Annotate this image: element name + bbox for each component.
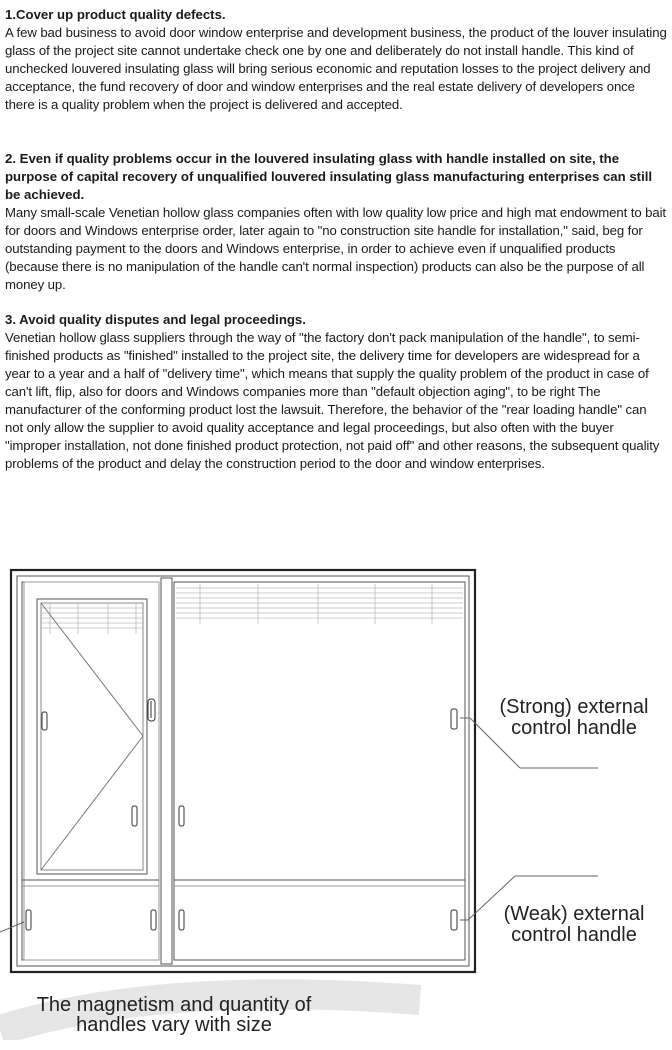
handle-icon <box>26 709 457 930</box>
section-3-title: 3. Avoid quality disputes and legal proceedings. <box>5 312 306 327</box>
section-2-body: Many small-scale Venetian hollow glass companies often with low quality low price and high mat endowment to bait for doors and Windows enterprise order, later again to "no construction site handle for installation," said, beg for outstanding payment to the doors and Windows enterprise, in order to achieve even if unqualified products (because there is no manipulation of the handle can't normal inspection) products can also be the purpose of all money up. <box>5 205 666 292</box>
section-3 <box>5 311 667 473</box>
strong-handle-label: (Strong) external control handle <box>499 696 649 739</box>
section-1-body: A few bad business to avoid door window enterprise and development business, the product of the louver insulating glass of the project site cannot undertake check one by one and deliberately do not install handle. This kind of unchecked louvered insulating glass will bring serious economic and reputation losses to the project delivery and acceptance, the fund recovery of door and window enterprises and the real estate delivery of developers once there is a quality problem when the project is delivered and accepted. <box>5 25 667 112</box>
section-2-title: 2. Even if quality problems occur in the louvered insulating glass with handle installed on site, the purpose of capital recovery of unqualified louvered insulating glass manufacturing enterprises can still be achieved. <box>5 151 653 202</box>
section-1 <box>5 6 667 114</box>
window-frame-diagram <box>0 560 672 1040</box>
diagram-caption: The magnetism and quantity of handles vary with size <box>36 994 312 1036</box>
section-1-title: 1.Cover up product quality defects. <box>5 7 226 22</box>
section-2 <box>5 150 667 294</box>
section-3-body: Venetian hollow glass suppliers through the way of "the factory don't pack manipulation of the handle", to semi-finished products as "finished" installed to the project site, the delivery time for developers are widespread for a year to a year and a half of "delivery time", which means that supply the quality problem of the product in case of can't lift, flip, also for doors and Windows companies more than "default objection aging", to be right The manufacturer of the conforming product lost the lawsuit. Therefore, the behavior of the "rear loading handle" can not only allow the supplier to avoid quality acceptance and legal proceedings, but also often with the buyer "improper installation, not done finished product protection, not paid off" and other reasons, the subsequent quality problems of the product and delay the construction period to the door and window enterprises. <box>5 330 660 471</box>
weak-handle-label: (Weak) external control handle <box>503 903 645 946</box>
